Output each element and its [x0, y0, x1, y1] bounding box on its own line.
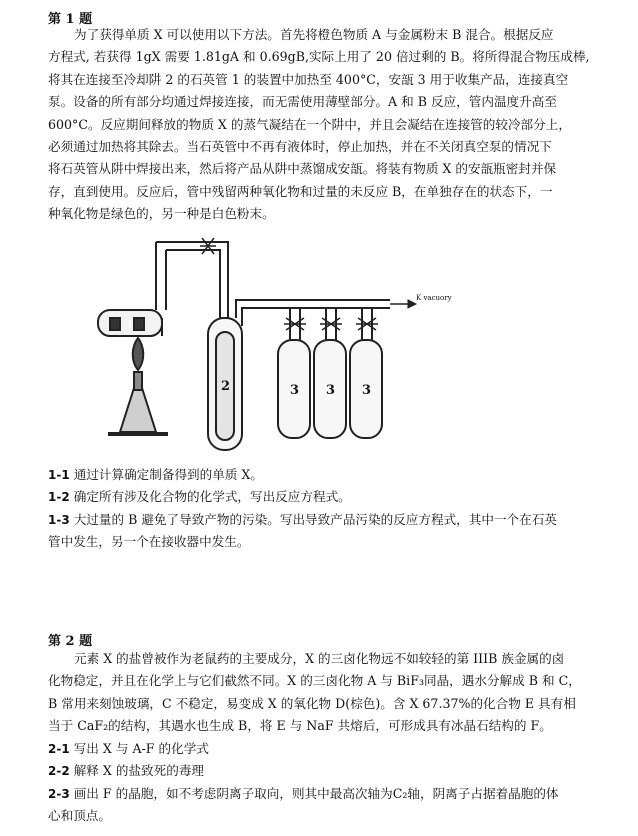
question-item: 1-3 大过量的 B 避免了导致产物的污染。写出导致产品污染的反应方程式，其中一个在石英 [48, 511, 557, 527]
bunsen-burner-icon [108, 338, 168, 434]
problem2-questions [48, 738, 608, 828]
paragraph-line: 方程式, 若获得 1gX 需要 1.81gA 和 0.69gB,实际上用了 20 倍过剩的 B。将所得混合物压成棒, [48, 49, 590, 65]
paragraph-line: 元素 X 的盐曾被作为老鼠药的主要成分，X 的三卤化物远不如较轻的第 IIIB 族金属的卤 [74, 651, 565, 666]
apparatus-diagram [90, 222, 530, 460]
tube-label: 1 [126, 318, 134, 331]
paragraph-line: 存，直到使用。反应后，管中残留两种氧化物和过量的未反应 B，在单独存在的状态下，一 [48, 183, 553, 199]
question-item: 2-1 写出 X 与 A-F 的化学式 [48, 741, 209, 756]
problem1-paragraph [48, 24, 604, 226]
question-item: 2-2 解释 X 的盐致死的毒理 [48, 763, 205, 779]
ampoule-label: 3 [362, 383, 372, 398]
paragraph-line: 必须通过加热将其除去。当石英管中不再有液体时，停止加热，并在不关闭真空泵的情况下 [48, 139, 552, 155]
problem2-title: 第 2 题 [48, 634, 93, 649]
paragraph-line: 600°C。反应期间释放的物质 X 的蒸气凝结在一个阱中，并且会凝结在连接管的较冷部分上， [48, 116, 571, 132]
paragraph-line: 化物稳定，并且在化学上与它们截然不同。X 的三卤化物 A 与 BiF₃同晶，遇水分解成 B 和 C， [48, 673, 581, 689]
trap-label: 2 [221, 379, 231, 394]
paragraph-line: 将其在连接至冷却阱 2 的石英管 1 的装置中加热至 400°C，安瓿 3 用于收集产品，连接真空 [48, 71, 569, 87]
quartz-tube [98, 242, 208, 336]
paragraph-line: 当于 CaF₂的结构，其遇水也生成 B，将 E 与 NaF 共熔后，可形成具有冰晶石结构的 F。 [48, 718, 552, 734]
ampoule-label: 3 [326, 383, 336, 398]
vacuum-label: K vacuory [416, 294, 452, 302]
question-item: 管中发生，另一个在接收器中发生。 [48, 534, 250, 550]
paragraph-line: B 常用来刻蚀玻璃，C 不稳定，易变成 X 的氧化物 D(棕色)。含 X 67.37%的化合物 E 具有相 [48, 695, 576, 711]
seal-mark-icon [284, 318, 378, 330]
question-item: 心和顶点。 [48, 808, 111, 824]
ampoule [350, 308, 382, 438]
question-item: 2-3 画出 F 的晶胞，如不考虑阴离子取向，则其中最高次轴为C₂轴，阴离子占据着晶胞的体 [48, 785, 559, 801]
question-item: 1-2 确定所有涉及化合物的化学式，写出反应方程式。 [48, 489, 351, 505]
paragraph-line: 为了获得单质 X 可以使用以下方法。首先将橙色物质 A 与金属粉末 B 混合。根据反应 [74, 27, 554, 42]
paragraph-line: 泵。设备的所有部分均通过焊接连接，而无需使用薄壁部分。A 和 B 反应，管内温度升高至 [48, 94, 557, 110]
paragraph-line: 种氧化物是绿色的，另一种是白色粉末。 [48, 206, 275, 222]
paragraph-line: 将石英管从阱中焊接出来，然后将产品从阱中蒸馏成安瓿。将装有物质 X 的安瓿瓶密封并保 [48, 161, 557, 177]
seal-mark-icon [200, 238, 216, 254]
ampoule [278, 308, 310, 438]
problem2-paragraph [48, 648, 604, 738]
problem1-title: 第 1 题 [48, 12, 93, 27]
problem1-questions [48, 464, 608, 554]
question-item: 1-1 通过计算确定制备得到的单质 X。 [48, 467, 263, 482]
ampoule-label: 3 [290, 383, 300, 398]
ampoule [314, 308, 346, 438]
